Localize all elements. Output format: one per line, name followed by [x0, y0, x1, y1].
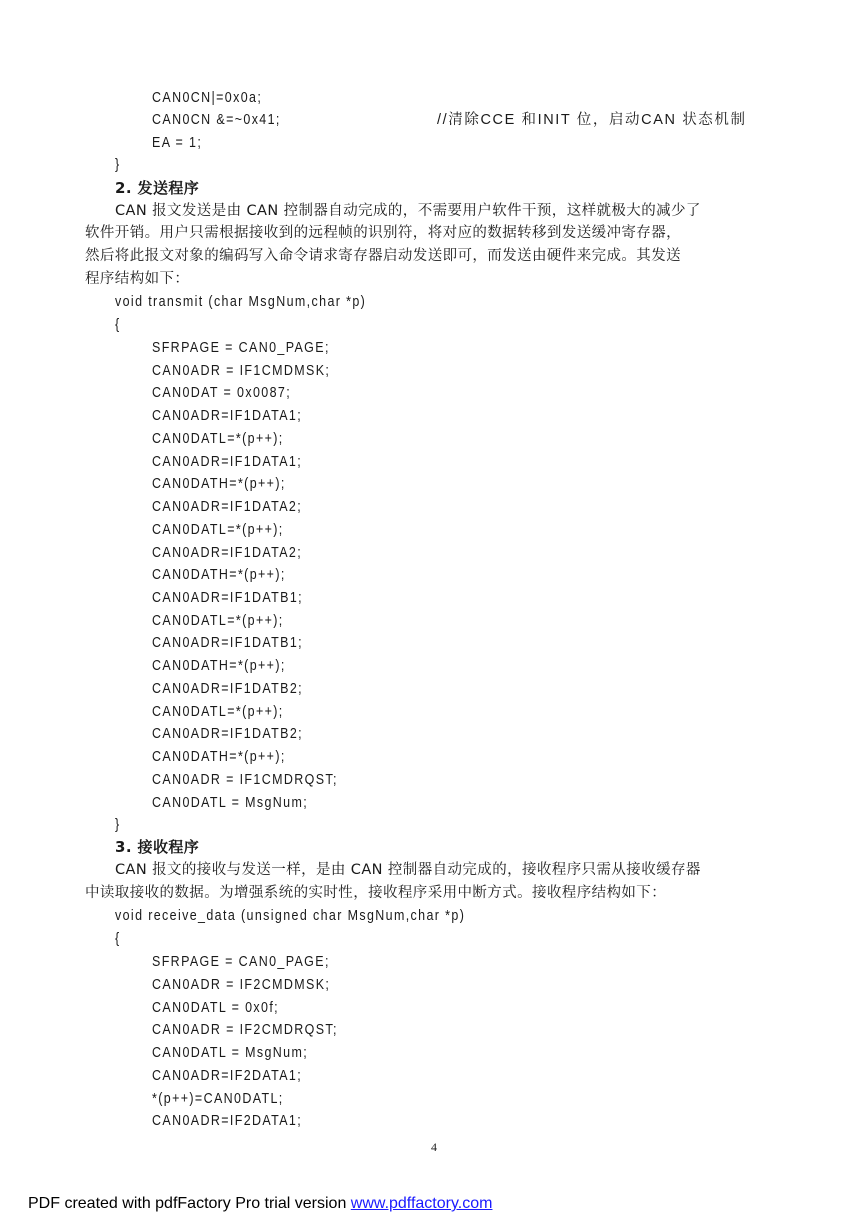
code-line: CAN0CN|=0x0a;: [152, 90, 263, 106]
code-brace: }: [115, 157, 121, 173]
paragraph-line: 软件开销。用户只需根据接收到的远程帧的识别符，将对应的数据转移到发送缓冲寄存器，: [85, 225, 681, 241]
paragraph-line: CAN 报文的接收与发送一样，是由 CAN 控制器自动完成的，接收程序只需从接收缓存器: [115, 862, 701, 878]
code-line: *(p++)=CAN0DATL;: [152, 1090, 284, 1107]
code-line: CAN0ADR=IF1DATA1;: [152, 453, 303, 470]
pdf-footer: [28, 1195, 492, 1213]
code-line: CAN0DATL=*(p++);: [152, 521, 284, 538]
code-line: CAN0DATH=*(p++);: [152, 476, 286, 493]
code-line: CAN0DATH=*(p++);: [152, 749, 286, 766]
paragraph-line: 然后将此报文对象的编码写入命令请求寄存器启动发送即可，而发送由硬件来完成。其发送: [85, 248, 681, 264]
code-line: SFRPAGE = CAN0_PAGE;: [152, 954, 330, 970]
code-line: EA = 1;: [152, 135, 203, 151]
code-line: CAN0ADR=IF2DATA1;: [152, 1067, 303, 1084]
code-comment: //清除CCE 和INIT 位，启动CAN 状态机制: [437, 112, 747, 128]
paragraph-line: 程序结构如下：: [85, 271, 190, 287]
paragraph-line: 中读取接收的数据。为增强系统的实时性，接收程序采用中断方式。接收程序结构如下：: [85, 885, 667, 901]
code-brace: {: [115, 931, 121, 947]
code-line: CAN0DATH=*(p++);: [152, 567, 286, 584]
code-line: CAN0DATL=*(p++);: [152, 703, 284, 720]
paragraph-line: CAN 报文发送是由 CAN 控制器自动完成的，不需要用户软件干预，这样就极大的减少了: [115, 203, 701, 219]
code-line: CAN0ADR = IF1CMDMSK;: [152, 362, 331, 379]
code-line: SFRPAGE = CAN0_PAGE;: [152, 340, 330, 356]
code-line: CAN0DATL=*(p++);: [152, 430, 284, 447]
code-line: CAN0ADR = IF2CMDMSK;: [152, 976, 331, 993]
function-signature: void receive_data (unsigned char MsgNum,char *p): [115, 908, 466, 924]
code-line: CAN0ADR=IF1DATA1;: [152, 408, 303, 425]
code-line: CAN0DATL = MsgNum;: [152, 1045, 309, 1061]
code-line: CAN0DATH=*(p++);: [152, 658, 286, 675]
code-line: CAN0ADR=IF1DATB2;: [152, 680, 304, 697]
code-line: CAN0ADR=IF1DATB1;: [152, 590, 304, 607]
page-number: 4: [431, 1140, 437, 1154]
code-line: CAN0ADR = IF1CMDRQST;: [152, 771, 338, 788]
code-line: CAN0ADR = IF2CMDRQST;: [152, 1022, 338, 1039]
code-line: CAN0DATL = MsgNum;: [152, 794, 309, 811]
function-signature: void transmit (char MsgNum,char *p): [115, 294, 367, 310]
code-line: CAN0ADR=IF2DATA1;: [152, 1113, 303, 1130]
code-line: CAN0ADR=IF1DATA2;: [152, 499, 303, 516]
code-line: CAN0DATL = 0x0f;: [152, 999, 280, 1016]
code-line: CAN0DAT = 0x0087;: [152, 385, 292, 402]
section-heading: 3. 接收程序: [115, 838, 200, 856]
footer-link[interactable]: www.pdffactory.com: [350, 1195, 493, 1212]
code-brace: {: [115, 317, 121, 333]
code-line: CAN0DATL=*(p++);: [152, 612, 284, 629]
code-line: CAN0CN &=~0x41;: [152, 112, 281, 128]
code-line: CAN0ADR=IF1DATA2;: [152, 544, 303, 561]
footer-text: PDF created with pdfFactory Pro trial version: [28, 1195, 351, 1212]
code-line: CAN0ADR=IF1DATB2;: [152, 726, 304, 743]
section-heading: 2. 发送程序: [115, 179, 200, 197]
code-line: CAN0ADR=IF1DATB1;: [152, 635, 304, 652]
code-brace: }: [115, 817, 121, 833]
